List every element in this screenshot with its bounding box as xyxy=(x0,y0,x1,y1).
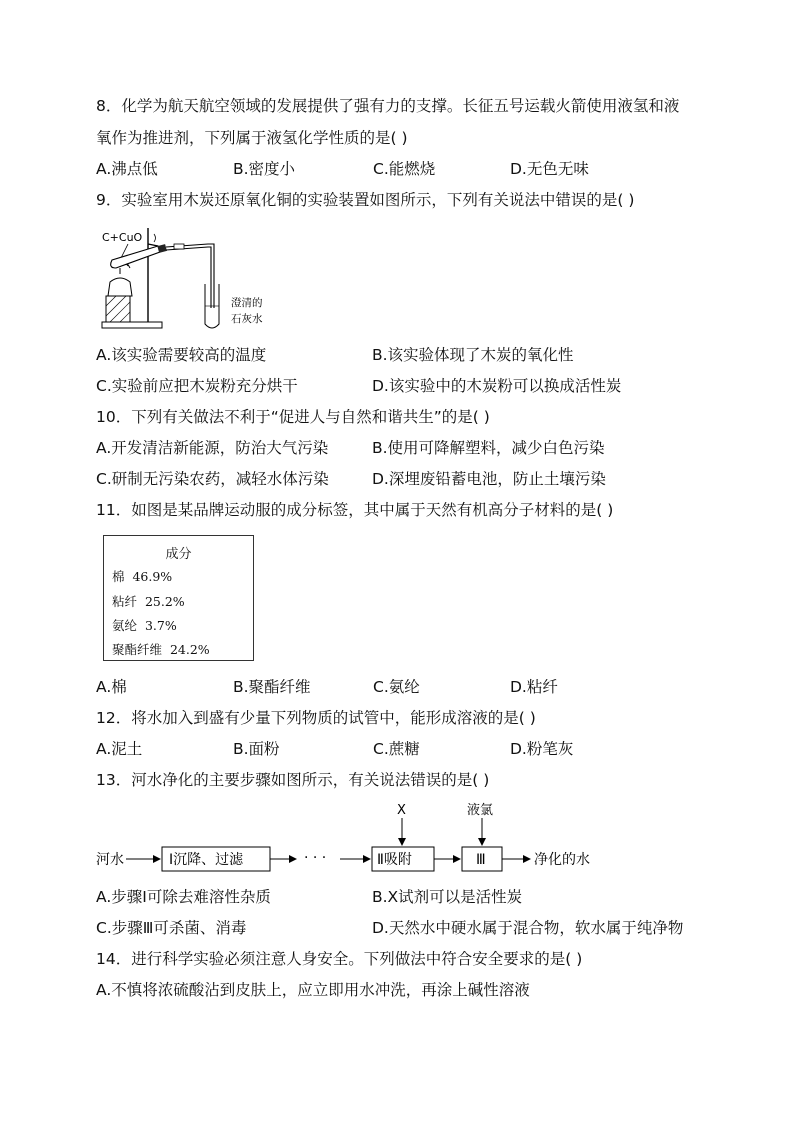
flow-reagent-chlorine: 液氯 xyxy=(467,803,494,818)
q9-liquid-label-1: 澄清的 xyxy=(231,297,263,309)
flow-reagent-x: X xyxy=(397,803,406,818)
q8-option-c: C.能燃烧 xyxy=(373,160,436,178)
q12-option-b: B.面粉 xyxy=(233,740,280,758)
composition-title: 成分 xyxy=(165,547,192,562)
q11-option-c: C.氨纶 xyxy=(373,678,420,696)
q8-option-d: D.无色无味 xyxy=(510,160,589,178)
composition-label-card xyxy=(103,535,254,661)
q12-option-c: C.蔗糖 xyxy=(373,740,420,758)
q11-stem: 11．如图是某品牌运动服的成分标签，其中属于天然有机高分子材料的是( ) xyxy=(96,501,614,519)
q12-option-d: D.粉笔灰 xyxy=(510,740,574,758)
q8-stem-line2: 氧作为推进剂，下列属于液氢化学性质的是( ) xyxy=(96,129,408,147)
q11-option-b: B.聚酯纤维 xyxy=(233,678,311,696)
q9-liquid-label-2: 石灰水 xyxy=(231,313,263,325)
q8-option-b: B.密度小 xyxy=(233,160,296,178)
q10-option-c: C.研制无污染农药，减轻水体污染 xyxy=(96,470,329,488)
q10-stem: 10．下列有关做法不利于“促进人与自然和谐共生”的是( ) xyxy=(96,408,490,426)
q13-option-a: A.步骤Ⅰ可除去难溶性杂质 xyxy=(96,888,271,906)
q10-option-d: D.深埋废铅蓄电池，防止土壤污染 xyxy=(372,470,606,488)
flow-step1-label: Ⅰ沉降、过滤 xyxy=(169,852,244,868)
flow-step2-label: Ⅱ吸附 xyxy=(377,852,412,868)
flow-output-label: 净化的水 xyxy=(534,852,590,868)
flow-step3-label: Ⅲ xyxy=(476,852,486,868)
composition-row-cotton: 棉 46.9% xyxy=(112,569,173,584)
q14-option-a: A.不慎将浓硫酸沾到皮肤上，应立即用水冲洗，再涂上碱性溶液 xyxy=(96,981,530,999)
q11-option-d: D.粘纤 xyxy=(510,678,558,696)
q9-option-b: B.该实验体现了木炭的氧化性 xyxy=(372,346,574,364)
q8-stem-line1: 8．化学为航天航空领域的发展提供了强有力的支撑。长征五号运载火箭使用液氢和液 xyxy=(96,97,680,115)
composition-row-polyester: 聚酯纤维 24.2% xyxy=(112,642,210,657)
composition-row-spandex: 氨纶 3.7% xyxy=(112,618,177,633)
q9-option-a: A.该实验需要较高的温度 xyxy=(96,346,267,364)
q9-stem: 9．实验室用木炭还原氧化铜的实验装置如图所示，下列有关说法中错误的是( ) xyxy=(96,191,635,209)
q11-option-a: A.棉 xyxy=(96,678,127,696)
q8-option-a: A.沸点低 xyxy=(96,160,158,178)
q12-stem: 12．将水加入到盛有少量下列物质的试管中，能形成溶液的是( ) xyxy=(96,709,536,727)
q13-option-d: D.天然水中硬水属于混合物，软水属于纯净物 xyxy=(372,919,684,937)
q9-option-c: C.实验前应把木炭粉充分烘干 xyxy=(96,377,298,395)
flow-ellipsis: · · · xyxy=(304,850,327,866)
q14-stem: 14．进行科学实验必须注意人身安全。下列做法中符合安全要求的是( ) xyxy=(96,950,583,968)
q10-option-b: B.使用可降解塑料，减少白色污染 xyxy=(372,439,605,457)
q12-option-a: A.泥土 xyxy=(96,740,143,758)
q13-option-b: B.X试剂可以是活性炭 xyxy=(372,888,523,906)
q13-option-c: C.步骤Ⅲ可杀菌、消毒 xyxy=(96,919,247,937)
q13-purification-flow xyxy=(96,796,636,878)
q9-option-d: D.该实验中的木炭粉可以换成活性炭 xyxy=(372,377,622,395)
q9-reactant-label: C+CuO xyxy=(102,231,143,244)
flow-input-label: 河水 xyxy=(96,852,124,868)
q10-option-a: A.开发清洁新能源，防治大气污染 xyxy=(96,439,329,457)
composition-row-viscose: 粘纤 25.2% xyxy=(112,594,185,609)
q9-apparatus-figure xyxy=(98,226,278,334)
q13-stem: 13．河水净化的主要步骤如图所示，有关说法错误的是( ) xyxy=(96,771,490,789)
